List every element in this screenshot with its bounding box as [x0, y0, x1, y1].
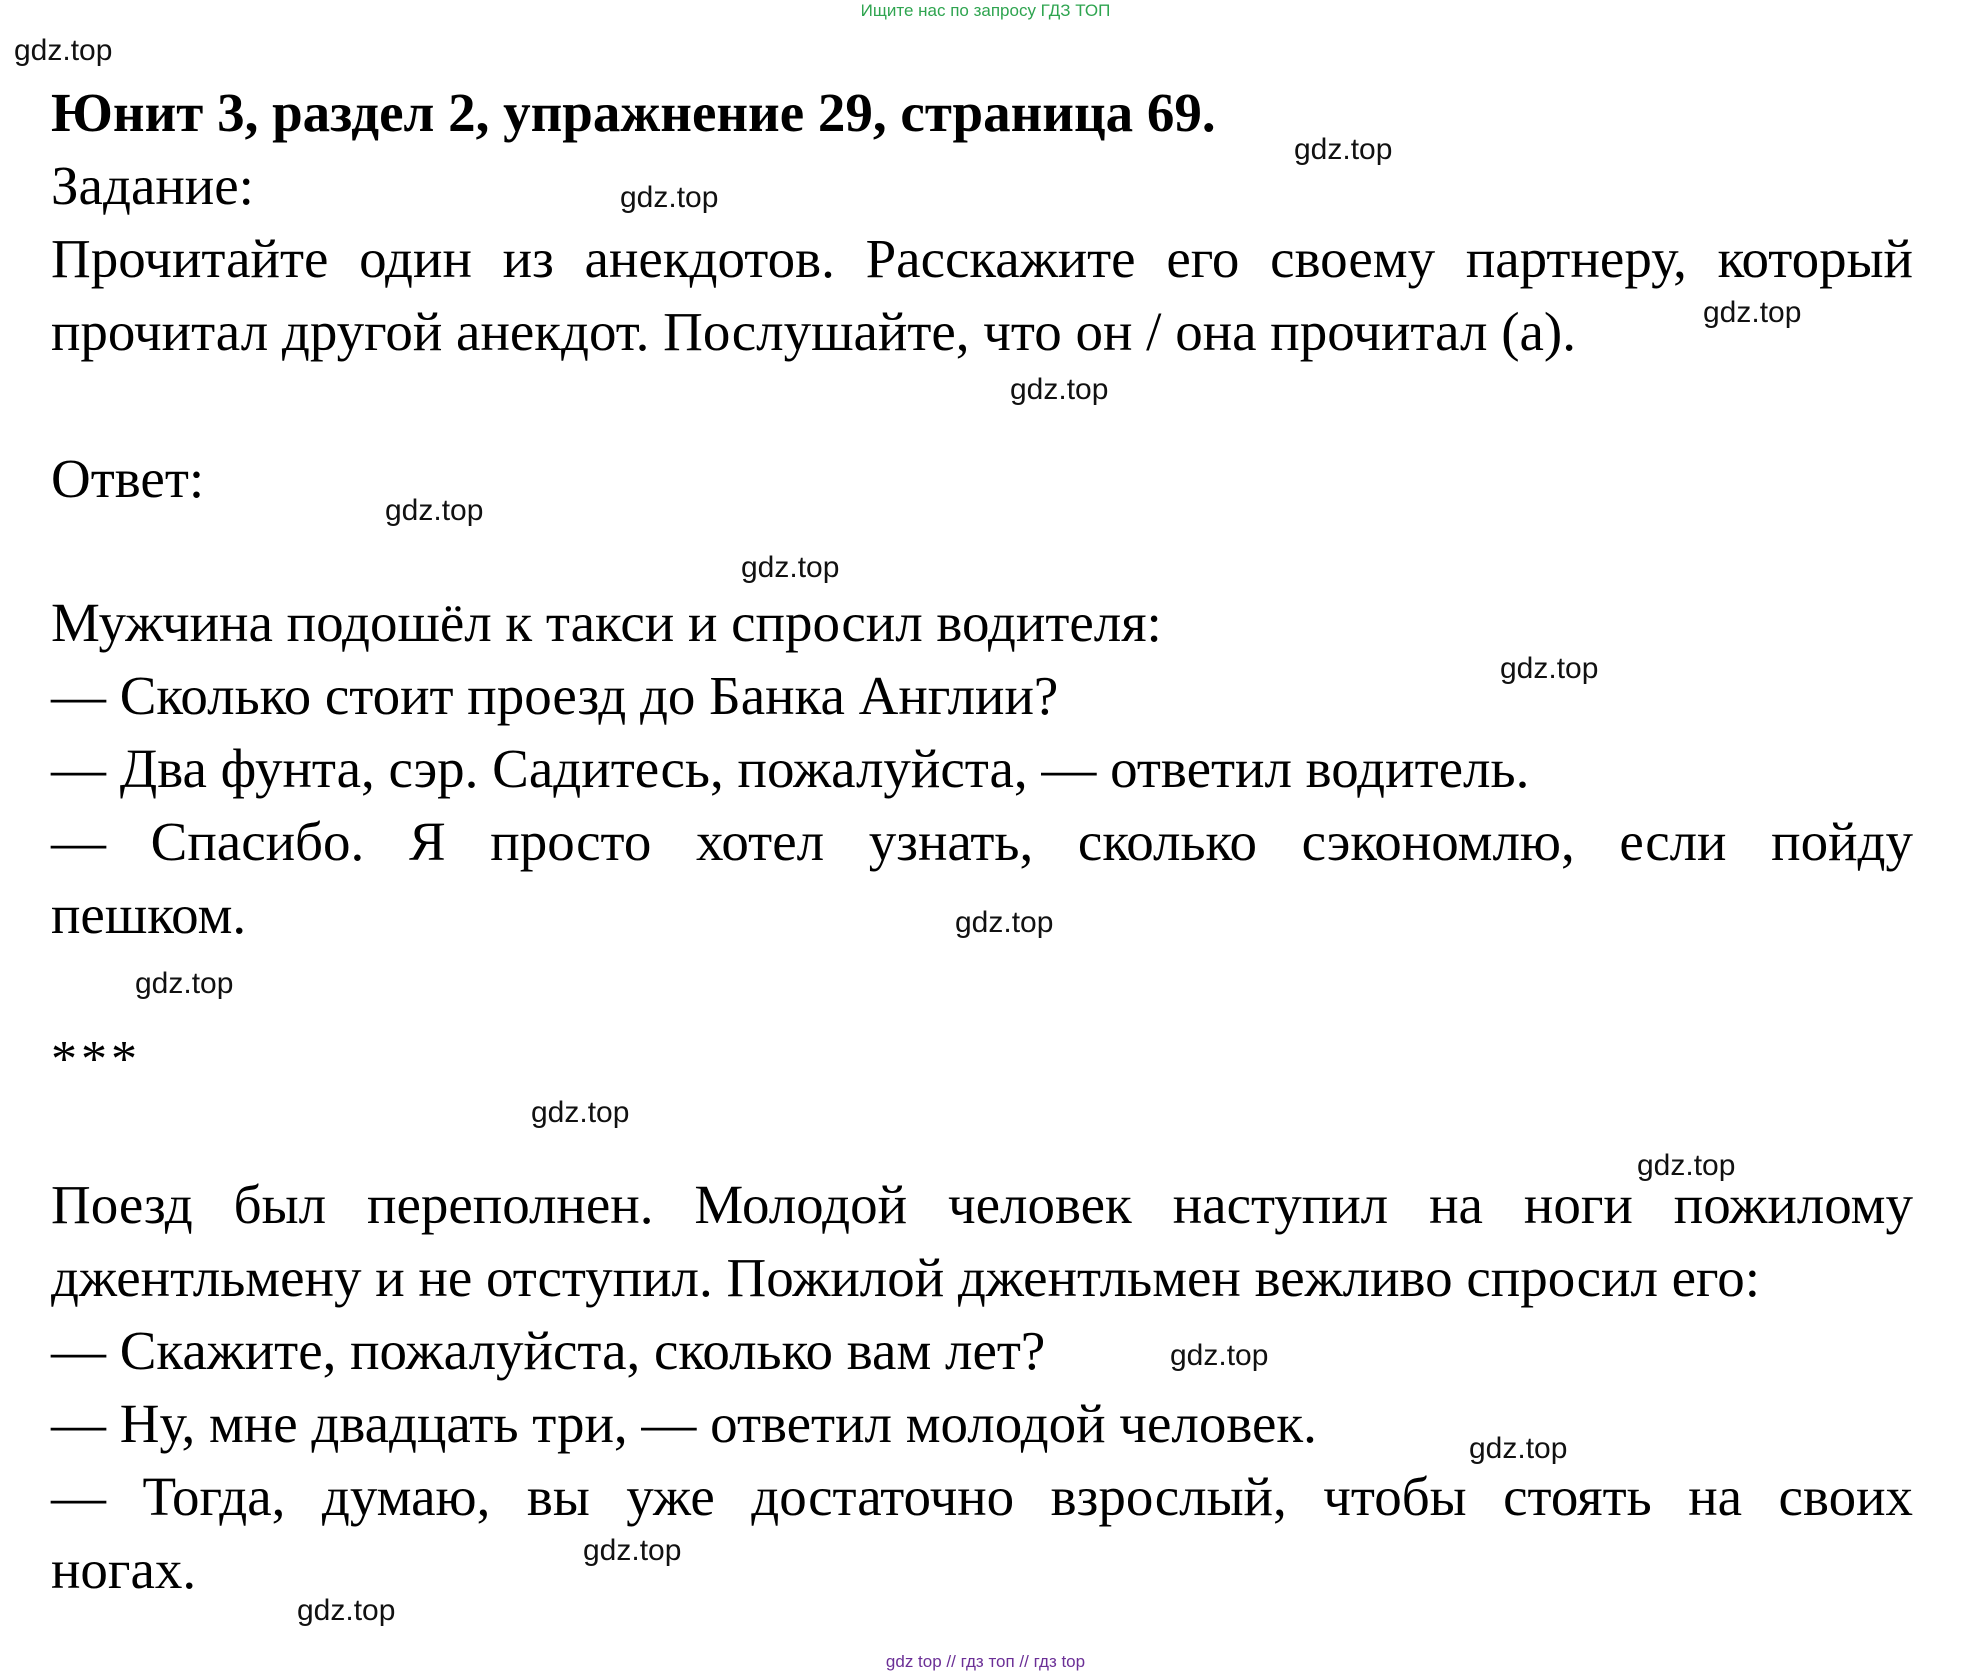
watermark: gdz.top: [620, 181, 719, 214]
joke-line: — Скажите, пожалуйста, сколько вам лет?: [51, 1320, 1046, 1381]
watermark: gdz.top: [1469, 1432, 1568, 1465]
watermark: gdz.top: [1637, 1149, 1736, 1182]
watermark: gdz.top: [955, 906, 1054, 939]
top-banner[interactable]: Ищите нас по запросу ГДЗ ТОП: [860, 1, 1111, 20]
separator-block: [51, 1023, 1913, 1096]
joke-line: ногах.: [51, 1539, 197, 1600]
watermark: gdz.top: [741, 551, 840, 584]
joke-line: пешком.: [51, 884, 247, 945]
joke-1: [51, 586, 1913, 951]
joke-line: — Ну, мне двадцать три, — ответил молодой человек.: [51, 1393, 1317, 1454]
joke-line: — Сколько стоит проезд до Банка Англии?: [51, 665, 1059, 726]
answer-block: [51, 442, 1913, 515]
task-label: Задание:: [51, 155, 254, 216]
joke-line: — Тогда, думаю, вы уже достаточно взрослый, чтобы стоять на своих: [51, 1466, 1913, 1527]
footer[interactable]: gdz top // гдз топ // гдз top: [885, 1652, 1086, 1671]
task-line: прочитал другой анекдот. Послушайте, что он / она прочитал (а).: [51, 301, 1576, 362]
watermark: gdz.top: [1010, 373, 1109, 406]
task-line: Прочитайте один из анекдотов. Расскажите его своему партнеру, который: [51, 228, 1913, 289]
joke-2: [51, 1168, 1913, 1606]
watermark: gdz.top: [14, 34, 113, 67]
watermark: gdz.top: [583, 1534, 682, 1567]
watermark: gdz.top: [1170, 1339, 1269, 1372]
watermark: gdz.top: [531, 1096, 630, 1129]
joke-line: Мужчина подошёл к такси и спросил водителя:: [51, 592, 1162, 653]
watermark: gdz.top: [135, 967, 234, 1000]
watermark: gdz.top: [385, 494, 484, 527]
joke-line: — Спасибо. Я просто хотел узнать, сколько сэкономлю, если пойду: [51, 811, 1913, 872]
watermark: gdz.top: [1703, 296, 1802, 329]
joke-line: — Два фунта, сэр. Садитесь, пожалуйста, — ответил водитель.: [51, 738, 1530, 799]
page-title: Юнит 3, раздел 2, упражнение 29, страница 69.: [51, 82, 1216, 143]
answer-label: Ответ:: [51, 448, 205, 509]
joke-line: Поезд был переполнен. Молодой человек наступил на ноги пожилому: [51, 1174, 1913, 1235]
watermark: gdz.top: [1500, 652, 1599, 685]
joke-line: джентльмену и не отступил. Пожилой джентльмен вежливо спросил его:: [51, 1247, 1761, 1308]
watermark: gdz.top: [297, 1594, 396, 1627]
watermark: gdz.top: [1294, 133, 1393, 166]
main-content: [51, 76, 1913, 368]
separator: ***: [51, 1031, 141, 1088]
